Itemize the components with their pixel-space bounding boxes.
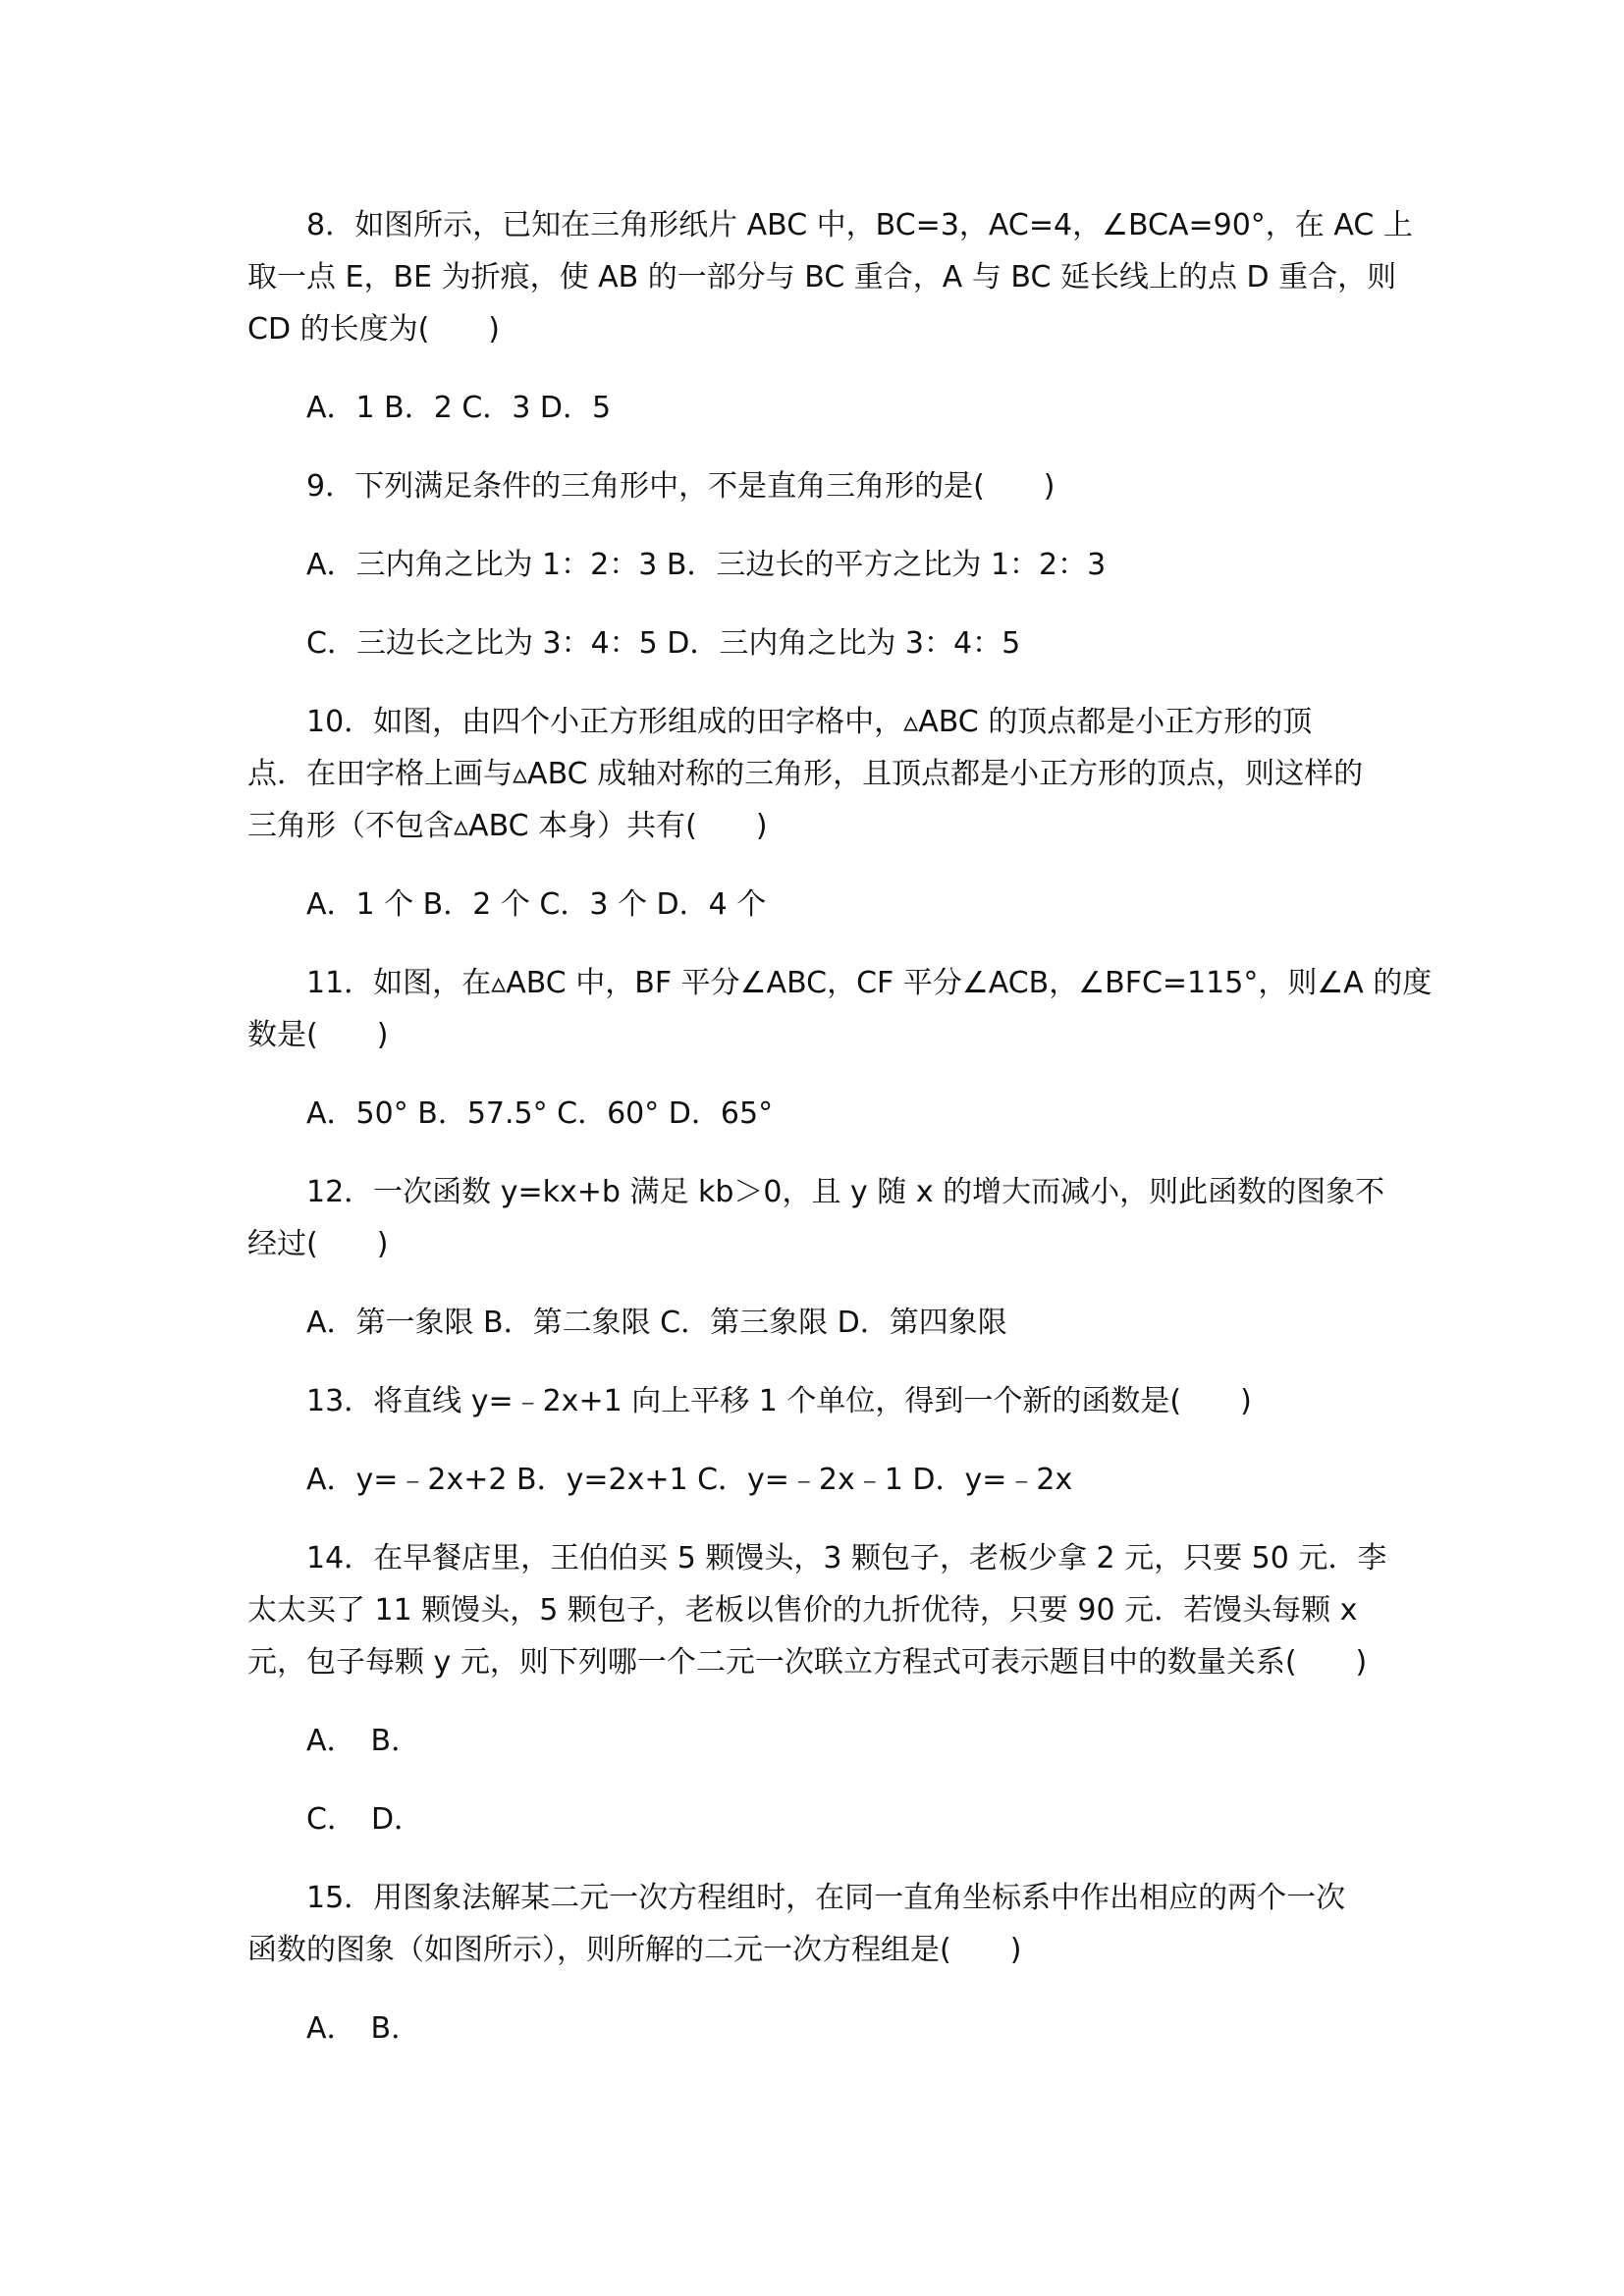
- q14-stem-line-1: 14．在早餐店里，王伯伯买 5 颗馒头，3 颗包子，老板少拿 2 元，只要 50 元．李: [306, 1541, 1387, 1575]
- q8-stem-line-3: CD 的长度为( ): [247, 312, 500, 347]
- q11-options: A．50° B．57.5° C．60° D．65°: [306, 1096, 774, 1131]
- q14-options-line-2: C． D．: [306, 1802, 424, 1837]
- q12-stem-line-2: 经过( ): [247, 1227, 389, 1261]
- q14-options-line-1: A． B．: [306, 1724, 421, 1758]
- q15-stem-line-2: 函数的图象（如图所示），则所解的二元一次方程组是( ): [247, 1933, 1022, 1967]
- q12-stem-line-1: 12．一次函数 y=kx+b 满足 kb＞0，且 y 随 x 的增大而减小，则此函数的图象不: [306, 1175, 1385, 1209]
- q10-options: A．1 个 B．2 个 C．3 个 D．4 个: [306, 887, 767, 922]
- q9-options-line-1: A．三内角之比为 1：2：3 B．三边长的平方之比为 1：2：3: [306, 548, 1107, 582]
- q15-options: A． B．: [306, 2011, 421, 2046]
- q13-stem-line-1: 13．将直线 y=﹣2x+1 向上平移 1 个单位，得到一个新的函数是( ): [306, 1384, 1252, 1418]
- q11-stem-line-2: 数是( ): [247, 1018, 389, 1052]
- q12-options: A．第一象限 B．第二象限 C．第三象限 D．第四象限: [306, 1306, 1007, 1340]
- q10-stem-line-3: 三角形（不包含▵ABC 本身）共有( ): [247, 809, 768, 843]
- q10-stem-line-1: 10．如图，由四个小正方形组成的田字格中，▵ABC 的顶点都是小正方形的顶: [306, 705, 1313, 739]
- q8-stem-line-1: 8．如图所示，已知在三角形纸片 ABC 中，BC=3，AC=4，∠BCA=90°，在 AC 上: [306, 208, 1413, 242]
- q14-stem-line-3: 元，包子每颗 y 元，则下列哪一个二元一次联立方程式可表示题目中的数量关系( ): [247, 1645, 1368, 1680]
- q9-options-line-2: C．三边长之比为 3：4：5 D．三内角之比为 3：4：5: [306, 626, 1021, 661]
- q15-stem-line-1: 15．用图象法解某二元一次方程组时，在同一直角坐标系中作出相应的两个一次: [306, 1881, 1346, 1915]
- q13-options: A．y=﹣2x+2 B．y=2x+1 C．y=﹣2x﹣1 D．y=﹣2x: [306, 1463, 1073, 1497]
- q10-stem-line-2: 点．在田字格上画与▵ABC 成轴对称的三角形，且顶点都是小正方形的顶点，则这样的: [247, 757, 1364, 791]
- q11-stem-line-1: 11．如图，在▵ABC 中，BF 平分∠ABC，CF 平分∠ACB，∠BFC=115°，则∠A 的度: [306, 966, 1433, 1000]
- q8-stem-line-2: 取一点 E，BE 为折痕，使 AB 的一部分与 BC 重合，A 与 BC 延长线上的点 D 重合，则: [247, 260, 1397, 294]
- q8-options: A．1 B．2 C．3 D．5: [306, 391, 612, 425]
- q14-stem-line-2: 太太买了 11 颗馒头，5 颗包子，老板以售价的九折优待，只要 90 元．若馒头每颗 x: [247, 1593, 1358, 1628]
- q9-stem-line-1: 9．下列满足条件的三角形中，不是直角三角形的是( ): [306, 469, 1056, 504]
